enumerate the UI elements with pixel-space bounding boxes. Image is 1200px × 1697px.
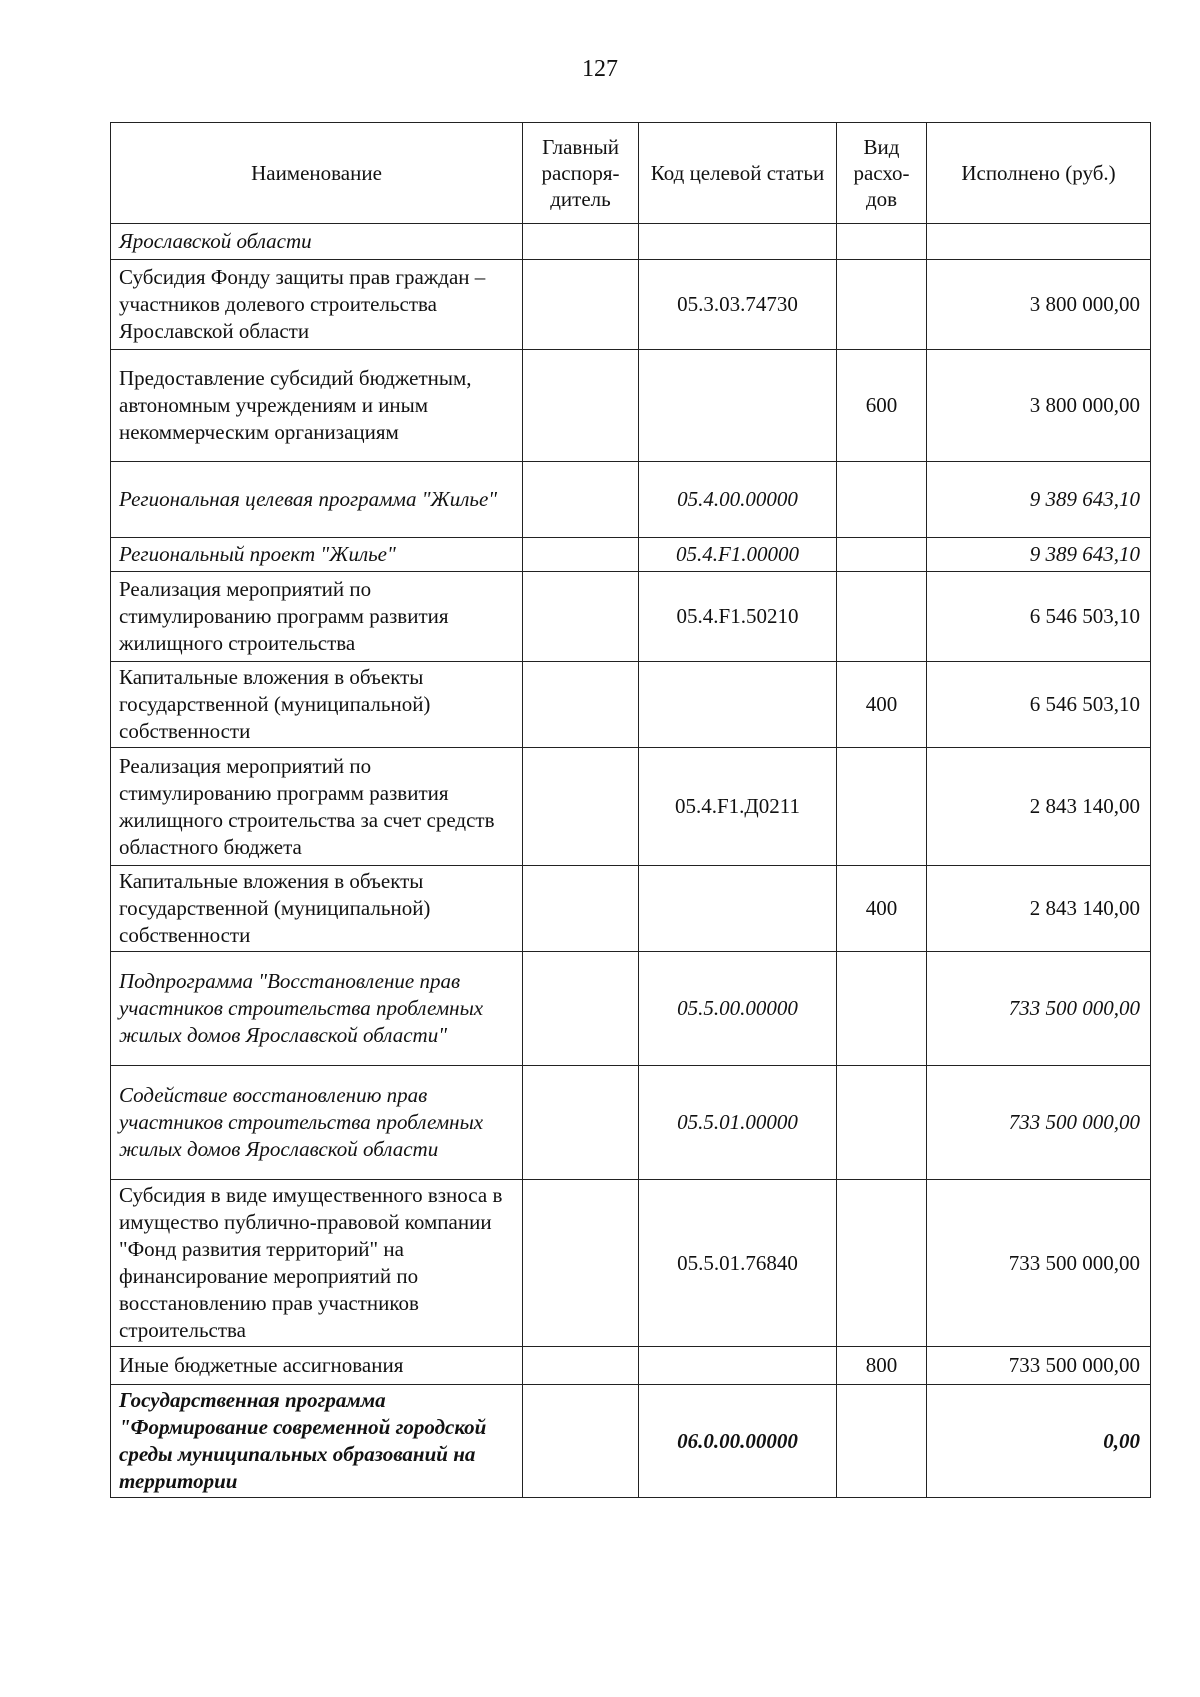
row-main-manager-cell xyxy=(523,748,639,866)
row-main-manager-cell xyxy=(523,572,639,662)
row-main-manager-cell xyxy=(523,260,639,350)
row-main-manager-cell xyxy=(523,662,639,748)
row-expense-type-cell: 400 xyxy=(837,662,927,748)
row-name-cell: Капитальные вложения в объекты государственной (муниципальной) собственности xyxy=(111,866,523,952)
table-row xyxy=(111,1347,1151,1385)
header-target-code: Код целевой статьи xyxy=(639,123,837,224)
row-target-code-cell xyxy=(639,662,837,748)
row-amount-cell: 9 389 643,10 xyxy=(927,538,1151,572)
header-row xyxy=(111,123,1151,224)
row-target-code-cell: 05.4.00.00000 xyxy=(639,462,837,538)
page-number: 127 xyxy=(582,56,618,82)
row-expense-type-cell xyxy=(837,748,927,866)
row-target-code-cell: 05.5.01.76840 xyxy=(639,1180,837,1347)
row-target-code-cell: 06.0.00.00000 xyxy=(639,1385,837,1498)
row-expense-type-cell xyxy=(837,1385,927,1498)
row-target-code-cell xyxy=(639,350,837,462)
row-amount-cell: 733 500 000,00 xyxy=(927,952,1151,1066)
row-target-code-cell: 05.4.F1.Д0211 xyxy=(639,748,837,866)
row-name-cell: Иные бюджетные ассигнования xyxy=(111,1347,523,1385)
table-row xyxy=(111,952,1151,1066)
row-target-code-cell xyxy=(639,866,837,952)
row-name-cell: Субсидия в виде имущественного взноса в имущество публично-правовой компании "Фонд развития территорий" на финансирование мероприятий по восстановлению прав участников строительства xyxy=(111,1180,523,1347)
row-main-manager-cell xyxy=(523,538,639,572)
table-row xyxy=(111,866,1151,952)
table-row xyxy=(111,748,1151,866)
row-name-cell: Региональная целевая программа "Жилье" xyxy=(111,462,523,538)
table-row xyxy=(111,1385,1151,1498)
row-target-code-cell xyxy=(639,1347,837,1385)
row-expense-type-cell: 400 xyxy=(837,866,927,952)
row-expense-type-cell xyxy=(837,462,927,538)
row-amount-cell: 6 546 503,10 xyxy=(927,662,1151,748)
row-amount-cell: 9 389 643,10 xyxy=(927,462,1151,538)
row-main-manager-cell xyxy=(523,350,639,462)
row-amount-cell: 6 546 503,10 xyxy=(927,572,1151,662)
row-name-cell: Реализация мероприятий по стимулированию программ развития жилищного строительства xyxy=(111,572,523,662)
row-target-code-cell: 05.5.01.00000 xyxy=(639,1066,837,1180)
table-row xyxy=(111,224,1151,260)
row-amount-cell: 3 800 000,00 xyxy=(927,350,1151,462)
table-row xyxy=(111,662,1151,748)
row-main-manager-cell xyxy=(523,866,639,952)
row-main-manager-cell xyxy=(523,224,639,260)
budget-table xyxy=(110,122,1151,1498)
row-amount-cell xyxy=(927,224,1151,260)
row-name-cell: Содействие восстановлению прав участников строительства проблемных жилых домов Ярославской области xyxy=(111,1066,523,1180)
row-expense-type-cell xyxy=(837,572,927,662)
row-main-manager-cell xyxy=(523,1180,639,1347)
row-amount-cell: 2 843 140,00 xyxy=(927,748,1151,866)
row-main-manager-cell xyxy=(523,1347,639,1385)
header-name: Наименование xyxy=(111,123,523,224)
table-row xyxy=(111,1180,1151,1347)
row-name-cell: Предоставление субсидий бюджетным, автономным учреждениям и иным некоммерческим организациям xyxy=(111,350,523,462)
row-target-code-cell: 05.4.F1.50210 xyxy=(639,572,837,662)
row-amount-cell: 2 843 140,00 xyxy=(927,866,1151,952)
row-name-cell: Реализация мероприятий по стимулированию программ развития жилищного строительства за счет средств областного бюджета xyxy=(111,748,523,866)
table-body xyxy=(111,224,1151,1498)
table-row xyxy=(111,538,1151,572)
row-name-cell: Ярославской области xyxy=(111,224,523,260)
row-target-code-cell xyxy=(639,224,837,260)
row-main-manager-cell xyxy=(523,952,639,1066)
table-row xyxy=(111,572,1151,662)
table-row xyxy=(111,350,1151,462)
row-target-code-cell: 05.4.F1.00000 xyxy=(639,538,837,572)
header-main-manager: Главный распоря-дитель xyxy=(523,123,639,224)
header-executed-amount: Исполнено (руб.) xyxy=(927,123,1151,224)
row-amount-cell: 0,00 xyxy=(927,1385,1151,1498)
row-expense-type-cell xyxy=(837,538,927,572)
row-expense-type-cell xyxy=(837,260,927,350)
row-main-manager-cell xyxy=(523,1066,639,1180)
row-amount-cell: 733 500 000,00 xyxy=(927,1066,1151,1180)
row-amount-cell: 733 500 000,00 xyxy=(927,1180,1151,1347)
row-name-cell: Государственная программа "Формирование современной городской среды муниципальных образований на территории xyxy=(111,1385,523,1498)
row-name-cell: Капитальные вложения в объекты государственной (муниципальной) собственности xyxy=(111,662,523,748)
row-name-cell: Субсидия Фонду защиты прав граждан – участников долевого строительства Ярославской области xyxy=(111,260,523,350)
row-target-code-cell: 05.5.00.00000 xyxy=(639,952,837,1066)
row-main-manager-cell xyxy=(523,1385,639,1498)
table-row xyxy=(111,1066,1151,1180)
row-name-cell: Подпрограмма "Восстановление прав участников строительства проблемных жилых домов Ярославской области" xyxy=(111,952,523,1066)
row-expense-type-cell: 800 xyxy=(837,1347,927,1385)
row-expense-type-cell xyxy=(837,952,927,1066)
row-expense-type-cell: 600 xyxy=(837,350,927,462)
row-amount-cell: 3 800 000,00 xyxy=(927,260,1151,350)
row-expense-type-cell xyxy=(837,1066,927,1180)
table-header xyxy=(111,123,1151,224)
row-target-code-cell: 05.3.03.74730 xyxy=(639,260,837,350)
row-name-cell: Региональный проект "Жилье" xyxy=(111,538,523,572)
table-row xyxy=(111,462,1151,538)
header-expense-type: Вид расхо-дов xyxy=(837,123,927,224)
row-main-manager-cell xyxy=(523,462,639,538)
row-amount-cell: 733 500 000,00 xyxy=(927,1347,1151,1385)
table-row xyxy=(111,260,1151,350)
row-expense-type-cell xyxy=(837,224,927,260)
row-expense-type-cell xyxy=(837,1180,927,1347)
